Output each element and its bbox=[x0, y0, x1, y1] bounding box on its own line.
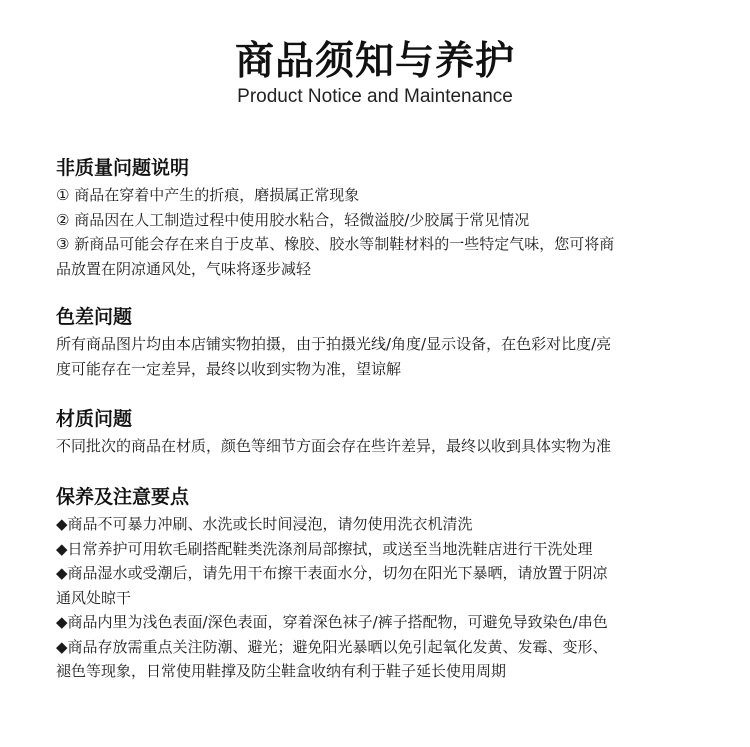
section-line: ◆商品内里为浅色表面/深色表面，穿着深色袜子/裤子搭配物，可避免导致染色/串色 bbox=[56, 613, 608, 631]
section-care-tips bbox=[56, 483, 716, 684]
section-title: 保养及注意要点 bbox=[56, 486, 190, 508]
section-title: 非质量问题说明 bbox=[56, 157, 190, 179]
section-line: ② 商品因在人工制造过程中使用胶水粘合，轻微溢胶/少胶属于常见情况 bbox=[56, 210, 530, 229]
section-title: 色差问题 bbox=[56, 306, 133, 328]
section-line: 品放置在阴凉通风处，气味将逐步减轻 bbox=[56, 259, 312, 278]
section-line: 通风处晾干 bbox=[56, 588, 132, 607]
section-line: 度可能存在一定差异，最终以收到实物为准，望谅解 bbox=[56, 359, 402, 378]
section-line: 所有商品图片均由本店铺实物拍摄，由于拍摄光线/角度/显示设备，在色彩对比度/亮 bbox=[56, 335, 612, 353]
section-title: 材质问题 bbox=[56, 408, 133, 430]
section-color-difference bbox=[56, 303, 716, 381]
section-line: ③ 新商品可能会存在来自于皮革、橡胶、胶水等制鞋材料的一些特定气味，您可将商 bbox=[56, 235, 615, 253]
section-material-issues bbox=[56, 405, 716, 459]
section-line: ◆商品存放需重点关注防潮、避光；避免阳光暴晒以免引起氧化发黄、发霉、变形、 bbox=[56, 637, 608, 656]
page-title: 商品须知与养护 bbox=[234, 39, 515, 84]
section-line: ◆商品湿水或受潮后，请先用干布擦干表面水分，切勿在阳光下暴晒，请放置于阴凉 bbox=[56, 564, 608, 582]
page-subtitle: Product Notice and Maintenance bbox=[237, 86, 513, 107]
section-line: ◆商品不可暴力冲刷、水洗或长时间浸泡，请勿使用洗衣机清洗 bbox=[56, 515, 473, 533]
section-line: 褪色等现象，日常使用鞋撑及防尘鞋盒收纳有利于鞋子延长使用周期 bbox=[56, 662, 507, 680]
section-line: ① 商品在穿着中产生的折痕，磨损属正常现象 bbox=[56, 186, 360, 204]
section-line: ◆日常养护可用软毛刷搭配鞋类洗涤剂局部擦拭，或送至当地洗鞋店进行干洗处理 bbox=[56, 539, 593, 558]
section-line: 不同批次的商品在材质，颜色等细节方面会存在些许差异，最终以收到具体实物为准 bbox=[56, 437, 612, 455]
section-non-quality-issues bbox=[56, 154, 716, 281]
